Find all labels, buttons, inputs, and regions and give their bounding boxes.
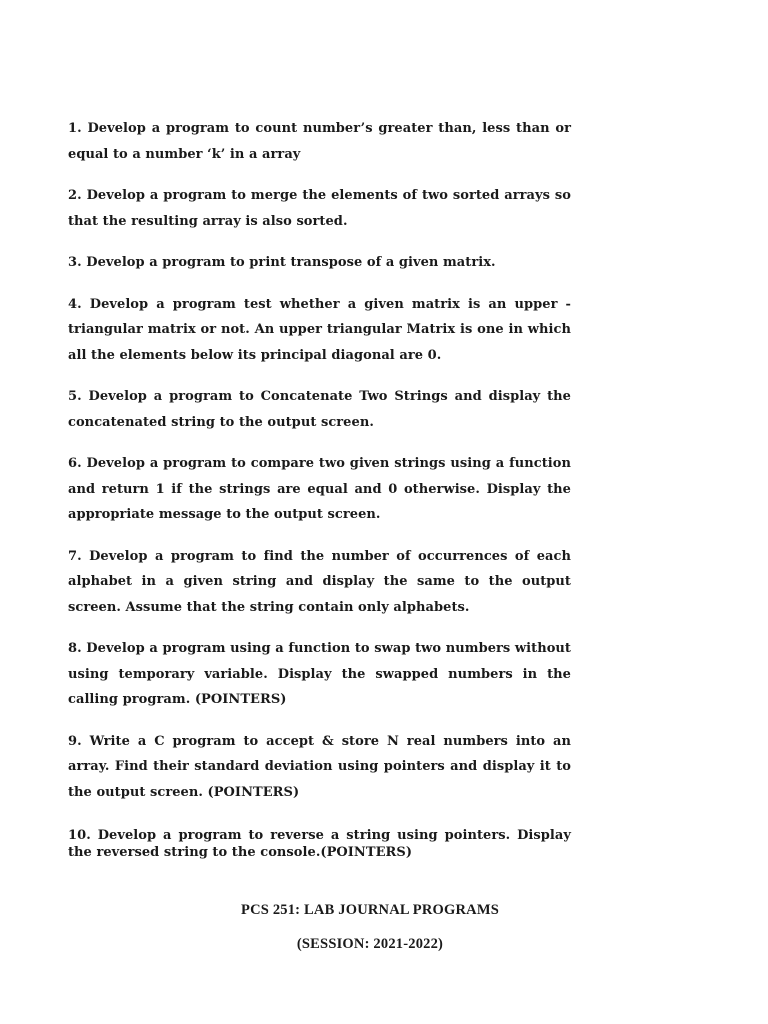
list-item: 2. Develop a program to merge the elements of two sorted arrays so that the resulting array is also sorted. — [68, 188, 571, 229]
list-item: 5. Develop a program to Concatenate Two Strings and display the concatenated string to the output screen. — [68, 389, 571, 430]
list-item: 9. Write a C program to accept & store N real numbers into an array. Find their standard deviation using pointers and display it to the output screen. (POINTERS) — [68, 733, 571, 800]
list-item: 7. Develop a program to find the number of occurrences of each alphabet in a given string and display the same to the output screen. Assume that the string contain only alphabets. — [68, 548, 571, 615]
list-item: 3. Develop a program to print transpose of a given matrix. — [68, 255, 496, 270]
list-item: 10. Develop a program to reverse a string using pointers. Display the reversed string to the console.(POINTERS) — [68, 828, 571, 860]
list-item: 4. Develop a program test whether a given matrix is an upper - triangular matrix or not. An upper triangular Matrix is one in which all the elements below its principal diagonal are 0. — [68, 296, 571, 363]
course-title: PCS 251: LAB JOURNAL PROGRAMS — [241, 902, 499, 918]
program-list — [68, 116, 571, 877]
list-item: 6. Develop a program to compare two given strings using a function and return 1 if the strings are equal and 0 otherwise. Display the appropriate message to the output screen. — [68, 456, 571, 522]
session-label: (SESSION: 2021-2022) — [296, 936, 444, 952]
list-item: 1. Develop a program to count number’s greater than, less than or equal to a number ‘k’ in a array — [68, 121, 571, 162]
list-item: 8. Develop a program using a function to swap two numbers without using temporary variable. Display the swapped numbers in the calling program. (POINTERS) — [68, 641, 571, 707]
